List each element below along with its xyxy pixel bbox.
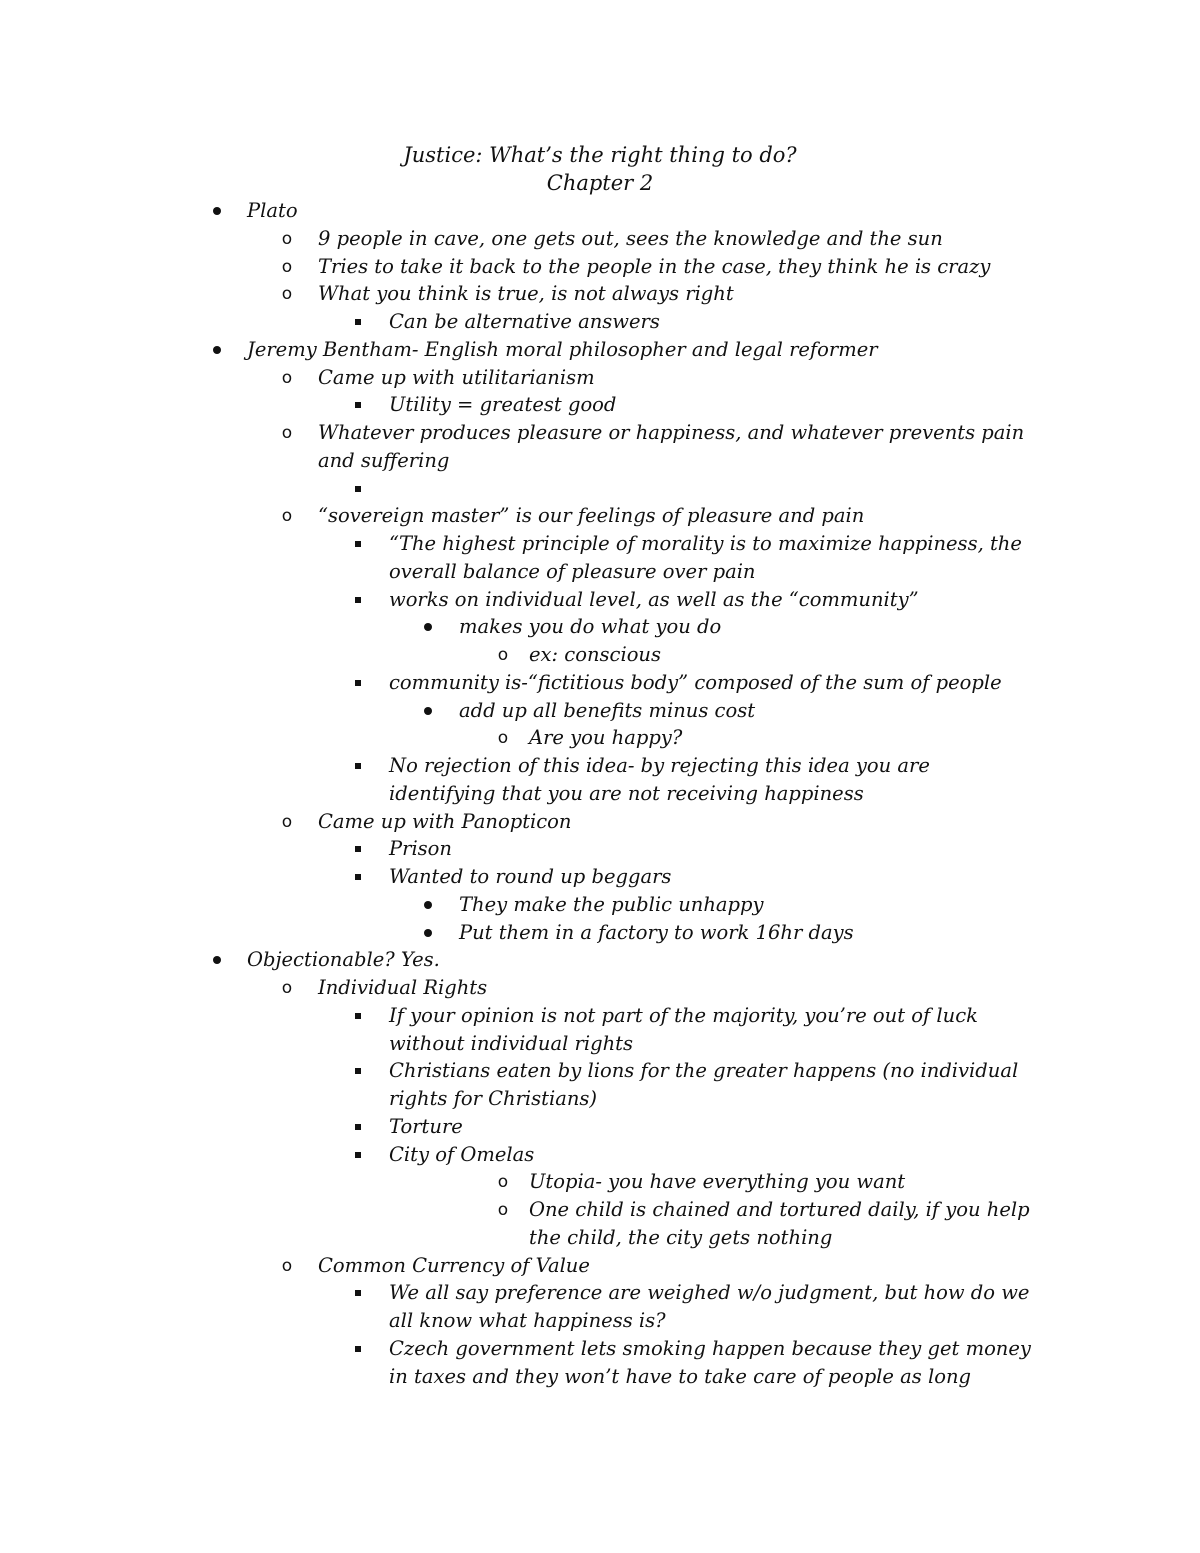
bullet-circle-icon: o — [281, 506, 293, 527]
list-item-text: Objectionable? Yes. — [247, 948, 440, 972]
list-item — [0, 974, 1200, 1002]
bullet-disc-icon — [424, 707, 432, 715]
list-item — [0, 835, 1200, 863]
list-item-text: Put them in a factory to work 16hr days — [459, 920, 854, 944]
list-item-text-continuation: overall balance of pleasure over pain — [389, 559, 756, 583]
bullet-square-icon — [355, 541, 361, 547]
list-item-text: We all say preference are weighed w/o judgment, but how do we — [389, 1281, 1030, 1305]
list-item-text-continuation: rights for Christians) — [389, 1087, 598, 1110]
bullet-square-icon — [355, 1013, 361, 1019]
list-item — [0, 863, 1200, 891]
list-item — [0, 808, 1200, 836]
list-item — [0, 586, 1200, 614]
list-item — [0, 669, 1200, 697]
list-item — [0, 475, 1200, 503]
bullet-disc-icon — [424, 623, 432, 631]
list-item — [0, 946, 1200, 974]
document-title: Justice: What’s the right thing to do? — [403, 143, 797, 167]
list-item-text: Wanted to round up beggars — [389, 865, 672, 888]
list-item — [0, 1168, 1200, 1196]
list-item — [0, 1002, 1200, 1055]
bullet-square-icon — [355, 319, 361, 325]
bullet-disc-icon — [213, 956, 221, 964]
list-item-text: Can be alternative answers — [389, 310, 660, 333]
bullet-circle-icon: o — [497, 1172, 509, 1193]
list-item — [0, 419, 1200, 472]
bullet-square-icon — [355, 846, 361, 852]
list-item — [0, 253, 1200, 281]
list-item-text: Came up with utilitarianism — [318, 365, 595, 389]
bullet-circle-icon: o — [281, 978, 293, 998]
list-item-text: Utility = greatest good — [389, 393, 617, 417]
list-item-text: They make the public unhappy — [459, 892, 764, 916]
list-item-text: One child is chained and tortured daily, if you help — [529, 1198, 1030, 1221]
list-item-text: Jeremy Bentham- English moral philosopher and legal reformer — [247, 337, 878, 361]
list-item — [0, 697, 1200, 725]
bullet-disc-icon — [424, 901, 432, 909]
list-item-text-continuation: all know what happiness is? — [389, 1309, 666, 1332]
list-item-text-continuation: the child, the city gets nothing — [529, 1225, 833, 1249]
list-item — [0, 280, 1200, 308]
list-item — [0, 1141, 1200, 1169]
list-item-text: Came up with Panopticon — [318, 809, 572, 833]
list-item-text: What you think is true, is not always right — [318, 282, 734, 306]
list-item-text: works on individual level, as well as the “community” — [389, 587, 919, 611]
document-subtitle: Chapter 2 — [546, 171, 654, 195]
list-item — [0, 613, 1200, 641]
list-item-text: Prison — [389, 837, 452, 861]
bullet-circle-icon: o — [281, 284, 293, 305]
list-item-text: Torture — [389, 1114, 463, 1138]
bullet-square-icon — [355, 402, 361, 408]
list-item-text: community is-“fictitious body” composed of the sum of people — [389, 670, 1002, 694]
list-item — [0, 1196, 1200, 1249]
bullet-circle-icon: o — [281, 256, 293, 277]
list-item — [0, 1279, 1200, 1332]
bullet-circle-icon: o — [281, 228, 293, 249]
bullet-square-icon — [355, 597, 361, 603]
list-item — [0, 641, 1200, 669]
list-item — [0, 336, 1200, 364]
list-item-text: Common Currency of Value — [318, 1253, 590, 1277]
list-item — [0, 391, 1200, 419]
list-item — [0, 225, 1200, 253]
bullet-disc-icon — [424, 929, 432, 937]
list-item-text: “The highest principle of morality is to maximize happiness, the — [389, 532, 1022, 555]
list-item-text-continuation: in taxes and they won’t have to take care of people as long — [389, 1364, 972, 1388]
list-item — [0, 1113, 1200, 1141]
bullet-circle-icon: o — [281, 367, 293, 388]
list-item — [0, 1057, 1200, 1110]
list-item-text-continuation: without individual rights — [389, 1031, 633, 1055]
bullet-circle-icon: o — [281, 811, 293, 832]
list-item — [0, 364, 1200, 392]
list-item-text: Czech government lets smoking happen because they get money — [389, 1336, 1031, 1360]
bullet-disc-icon — [213, 346, 221, 354]
bullet-circle-icon: o — [497, 728, 509, 749]
list-item-text: Are you happy? — [529, 726, 683, 750]
list-item — [0, 919, 1200, 947]
list-item — [0, 891, 1200, 919]
list-item-text: 9 people in cave, one gets out, sees the knowledge and the sun — [318, 226, 943, 250]
list-item — [0, 1335, 1200, 1388]
list-item — [0, 752, 1200, 805]
bullet-circle-icon: o — [497, 645, 509, 665]
list-item-text: “sovereign master” is our feelings of pleasure and pain — [318, 504, 865, 528]
list-item-text: Christians eaten by lions for the greater happens (no individual — [389, 1059, 1019, 1083]
list-item-text: City of Omelas — [389, 1142, 535, 1166]
list-item-text: makes you do what you do — [459, 615, 722, 639]
list-item-text: Individual Rights — [318, 976, 488, 999]
list-item — [0, 724, 1200, 752]
bullet-circle-icon: o — [281, 1255, 293, 1276]
bullet-square-icon — [355, 680, 361, 686]
bullet-square-icon — [355, 874, 361, 880]
list-item-text: No rejection of this idea- by rejecting this idea you are — [389, 754, 930, 777]
bullet-circle-icon: o — [281, 423, 293, 443]
list-item — [0, 502, 1200, 530]
list-item — [0, 197, 1200, 225]
list-item-text: Utopia- you have everything you want — [529, 1170, 906, 1194]
list-item-text: Whatever produces pleasure or happiness, and whatever prevents pain — [318, 421, 1025, 444]
bullet-square-icon — [355, 763, 361, 769]
bullet-square-icon — [355, 1124, 361, 1130]
list-item — [0, 308, 1200, 336]
bullet-square-icon — [355, 1068, 361, 1074]
list-item-text: Tries to take it back to the people in the case, they think he is crazy — [318, 254, 991, 278]
bullet-square-icon — [355, 1152, 361, 1158]
list-item-text-continuation: identifying that you are not receiving happiness — [389, 781, 864, 805]
list-item — [0, 530, 1200, 583]
list-item-text: add up all benefits minus cost — [459, 698, 756, 722]
list-item — [0, 1252, 1200, 1280]
bullet-square-icon — [355, 486, 361, 492]
bullet-square-icon — [355, 1290, 361, 1296]
bullet-square-icon — [355, 1346, 361, 1352]
list-item-text: If your opinion is not part of the majority, you’re out of luck — [389, 1003, 978, 1027]
bullet-disc-icon — [213, 207, 221, 215]
list-item-text: Plato — [247, 199, 298, 222]
bullet-circle-icon: o — [497, 1200, 509, 1220]
list-item-text-continuation: and suffering — [318, 448, 450, 472]
list-item-text: ex: conscious — [529, 643, 661, 666]
